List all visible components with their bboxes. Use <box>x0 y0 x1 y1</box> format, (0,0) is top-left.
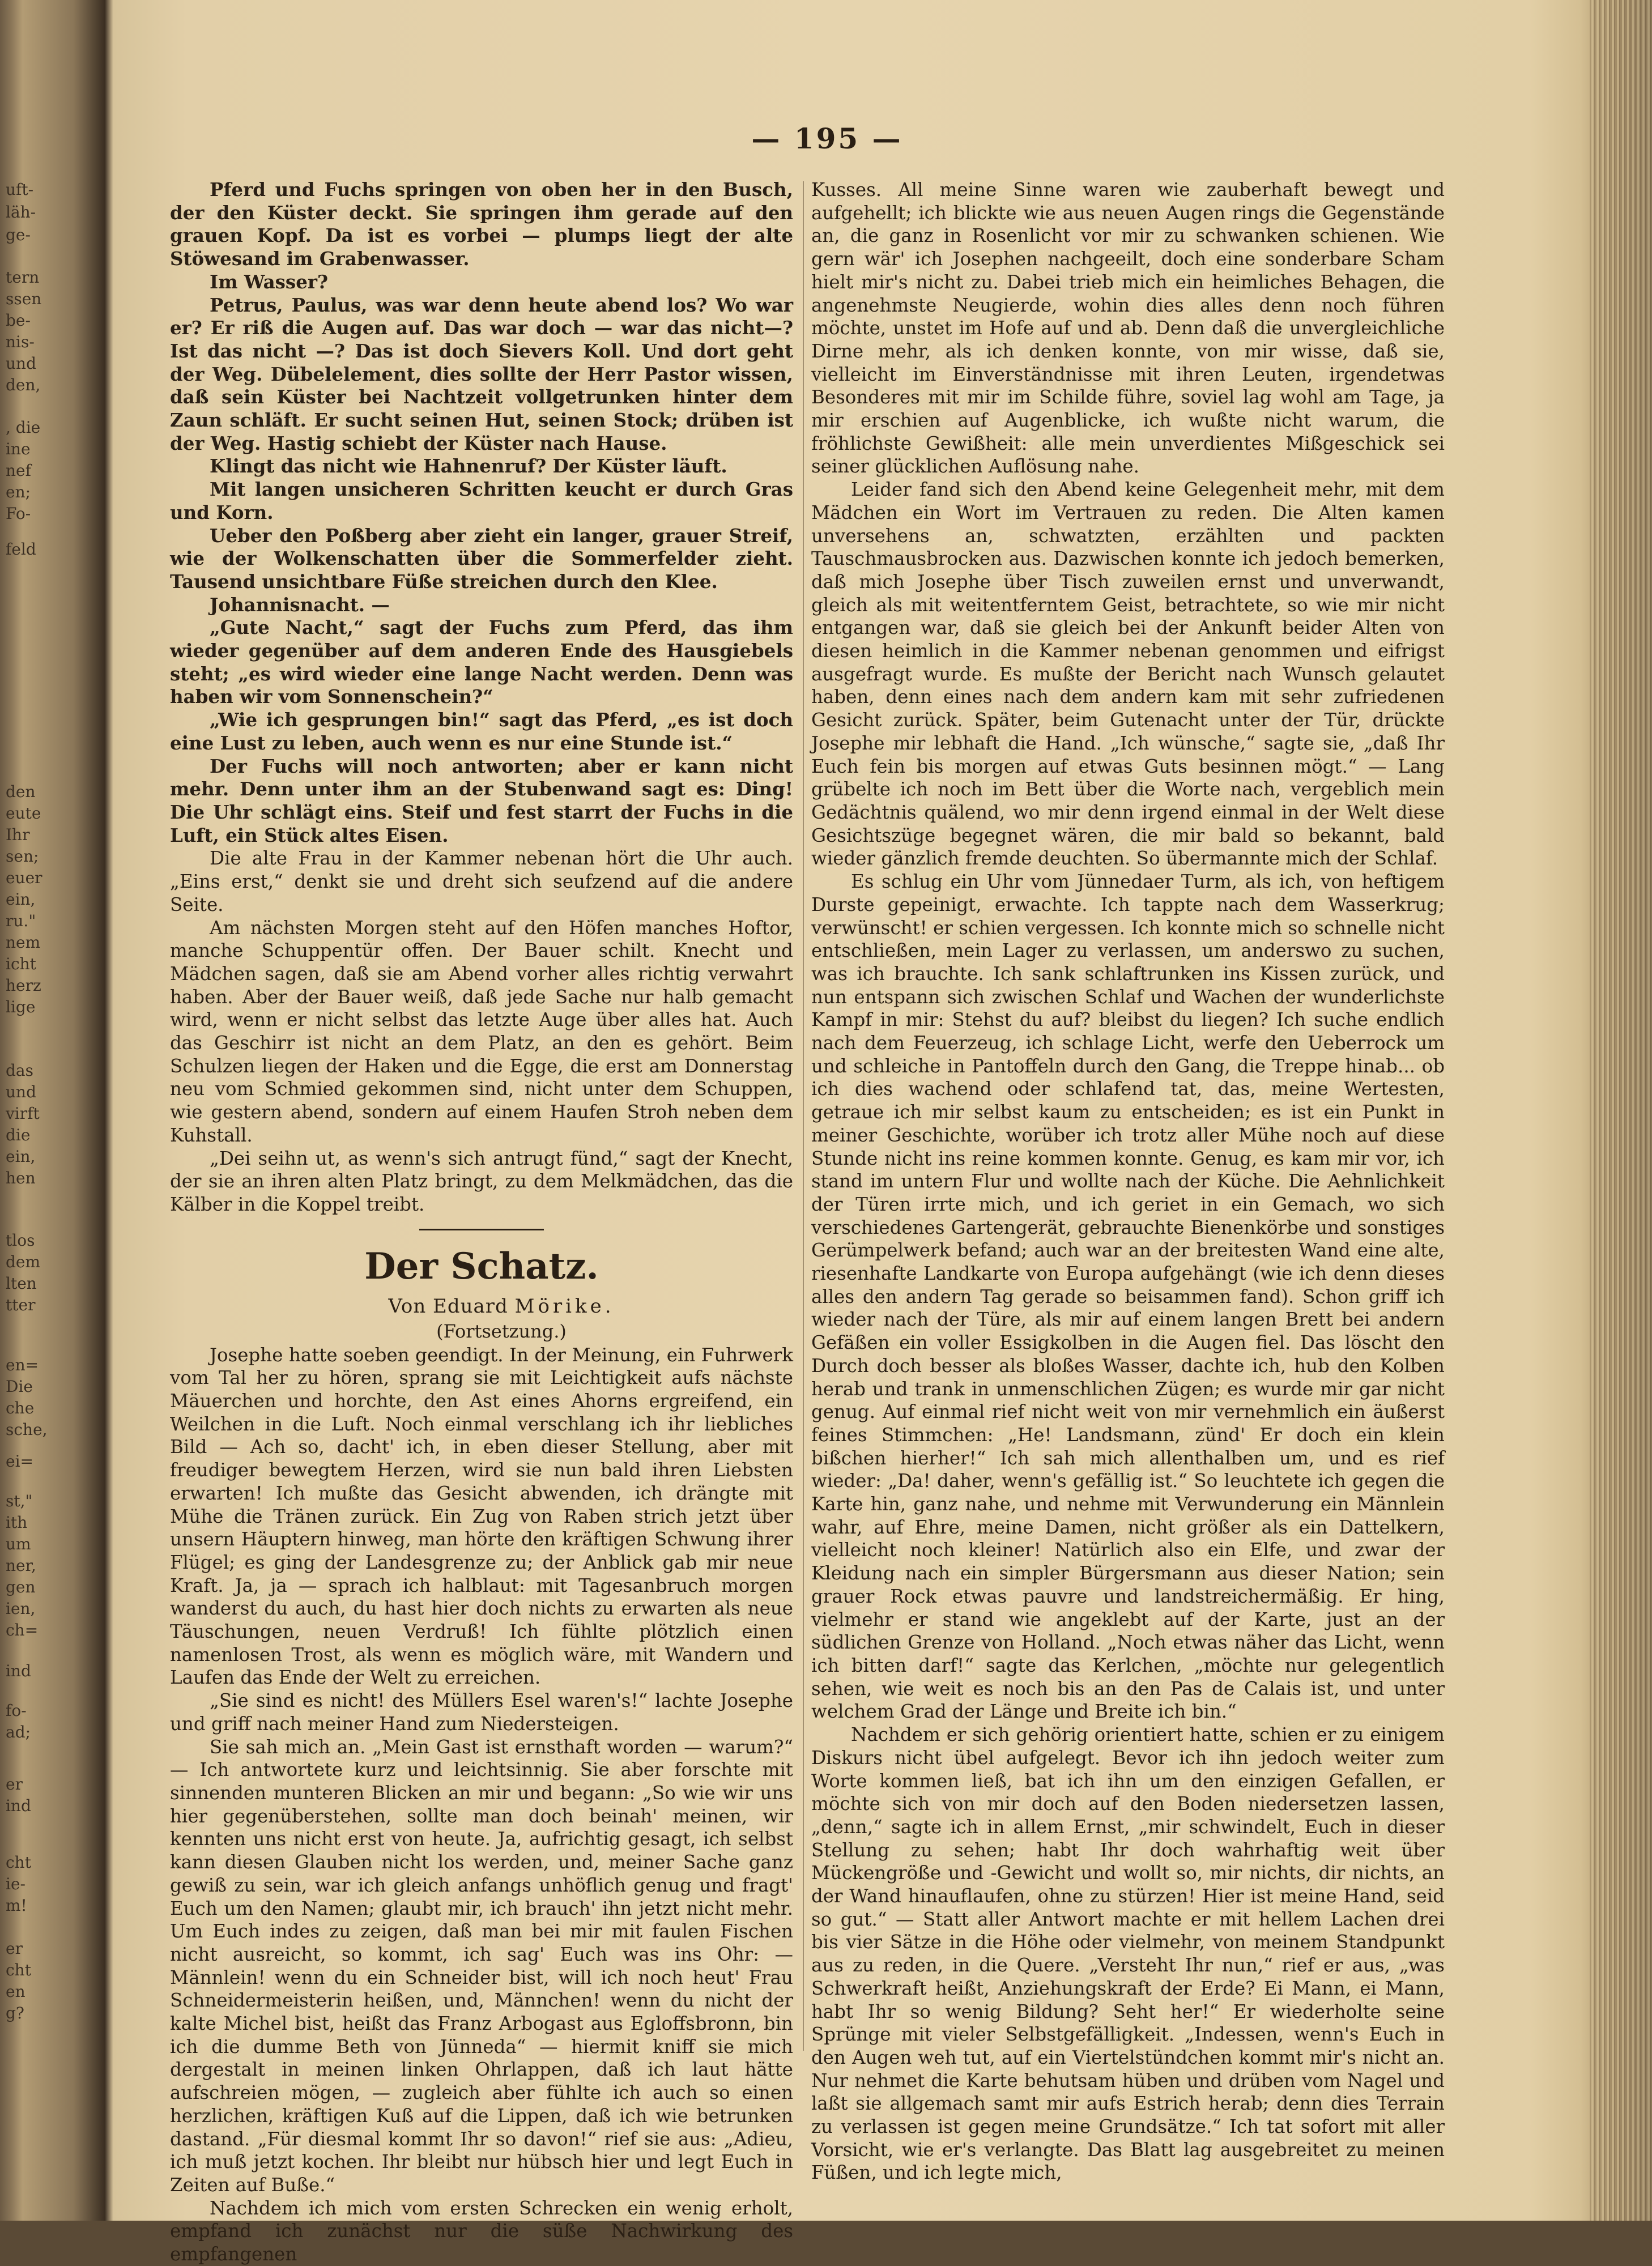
previous-page-fragment: ind <box>6 1796 31 1815</box>
previous-page-fragment: und <box>6 1083 36 1101</box>
previous-page-fragment: ssen <box>6 289 42 308</box>
previous-page-fragment: lige <box>6 998 36 1016</box>
page-edge-stack <box>1590 0 1652 2221</box>
previous-page-fragment: herz <box>6 976 41 995</box>
paragraph: Johannisnacht. — <box>210 593 390 616</box>
previous-page-fragment: ru." <box>6 911 36 930</box>
previous-page-fragment: icht <box>6 955 36 973</box>
previous-page-fragment: ad; <box>6 1723 31 1741</box>
paragraph: „Dei seihn ut, as wenn's sich antrugt fünd,“ sagt der Knecht, der sie an ihren alten Platz bringt, zu dem Melkmädchen, das die Kälber in die Koppel treibt. <box>170 1147 793 1215</box>
previous-page-fragment: nem <box>6 933 41 952</box>
byline-prefix: Von Eduard <box>388 1294 508 1318</box>
previous-page-fragment: den, <box>6 376 41 394</box>
previous-page-fragment: hen <box>6 1169 36 1187</box>
previous-page-fragment: cht <box>6 1961 31 1979</box>
previous-page-fragment: en <box>6 1982 25 2001</box>
page-number: — 195 — <box>751 122 903 155</box>
previous-page-fragment: euer <box>6 868 42 887</box>
previous-page-fragment: er <box>6 1775 23 1794</box>
paragraph: Nachdem er sich gehörig orientiert hatte, schien er zu einigem Diskurs nicht übel aufgelegt. Bevor ich ihn jedoch weiter zum Worte kommen ließ, bat ich ihn um den einzigen Gefallen, er möchte sich von mir doch auf den Boden niedersetzen lassen, „denn,“ sagte ich in allem Ernst, „mir schwindelt, Euch in dieser Stellung zu sehen; habt Ihr doch wahrhaftig weit über Mückengröße und -Gewicht und wollt so, mir nichts, dir nichts, an der Wand hinauflaufen, ohne zu stürzen! Hier ist meine Hand, seid so gut.“ — Statt aller Antwort machte er mit hellem Lachen drei bis vier Sätze in die Höhe oder vielmehr, von meinem Standpunkt aus zu reden, in die Quere. „Versteht Ihr nun,“ rief er aus, „was Schwerkraft heißt, Anziehungskraft der Erde? Ei Mann, ei Mann, habt Ihr so wenig Bildung? Seht her!“ Er wiederholte seine Sprünge mit vieler Selbstgefälligkeit. „Indessen, wenn's Euch in den Augen weh tut, auf ein Viertelstündchen kommt mir's nicht an. Nur nehmet die Karte behutsam hüben und drüben vom Nagel und laßt sie allgemach samt mir aufs Estrich herab; denn dies Terrain zu verlassen ist gegen meine Grundsätze.“ Ich tat sofort mit aller Vorsicht, wie er's verlangte. Das Blatt lag ausgebreitet zu meinen Füßen, und ich legte mich, <box>811 1724 1445 2184</box>
previous-page-fragment: tern <box>6 268 40 287</box>
previous-page-fragment: er <box>6 1939 23 1958</box>
paragraph: Ueber den Poßberg aber zieht ein langer, grauer Streif, wie der Wolkenschatten über die Sommerfelder zieht. Tausend unsichtbare Füße streichen durch den Klee. <box>170 524 793 593</box>
previous-page-fragment: en= <box>6 1356 39 1374</box>
story-continuation <box>170 1344 793 2266</box>
left-column <box>170 178 793 2266</box>
previous-page-fragment: das <box>6 1061 33 1080</box>
previous-page-fragment: fo- <box>6 1701 27 1720</box>
previous-page-fragment: und <box>6 354 36 373</box>
right-column <box>811 178 1445 2184</box>
previous-page-fragment: sen; <box>6 847 39 866</box>
previous-page-fragment: ien, <box>6 1599 36 1618</box>
previous-page-fragment: sche, <box>6 1420 48 1439</box>
paragraph: Josephe hatte soeben geendigt. In der Meinung, ein Fuhrwerk vom Tal her zu hören, sprang sie mit Leichtigkeit aufs nächste Mäuerchen und horchte, den Ast eines Ahorns ergreifend, ein Weilchen in die Luft. Noch einmal verschlang ich ihr liebliches Bild — Ach so, dacht' ich, in eben dieser Stellung, aber mit freudiger bewegtem Herzen, wird sie nun bald ihren Liebsten erwarten! Ich mußte das Gesicht abwenden, ich drängte mit Mühe die Tränen zurück. Ein Zug von Raben strich jetzt über unsern Häuptern hinweg, man hörte den kräftigen Schwung ihrer Flügel; es ging der Landesgrenze zu; der Anblick gab mir neue Kraft. Ja, ja — sprach ich halblaut: mit Tagesanbruch morgen wanderst du auch, du hast hier doch nichts zu erwarten als neue Täuschungen, neuen Verdruß! Ich fühlte plötzlich einen namenlosen Trost, als wenn es möglich wäre, mit Wandern und Laufen das Ende der Welt zu erreichen. <box>170 1344 793 1689</box>
previous-page-fragment: ein, <box>6 1147 36 1166</box>
previous-page-fragment: ind <box>6 1662 31 1680</box>
previous-page-fragment: den <box>6 782 36 801</box>
previous-page-fragment: um <box>6 1535 31 1553</box>
previous-page-fragment: st," <box>6 1492 33 1510</box>
previous-page-fragment: gen <box>6 1578 36 1596</box>
previous-page-fragment: Fo- <box>6 504 31 523</box>
paragraph: „Sie sind es nicht! des Müllers Esel waren's!“ lachte Josephe und griff nach meiner Hand zum Niedersteigen. <box>170 1690 793 1735</box>
previous-page-fragment: ith <box>6 1513 28 1532</box>
paragraph: Der Fuchs will noch antworten; aber er kann nicht mehr. Denn unter ihm an der Stubenwand sagt es: Ding! Die Uhr schlägt eins. Steif und fest starrt der Fuchs in die Luft, ein Stück altes Eisen. <box>170 755 793 846</box>
previous-page-fragment: die <box>6 1126 31 1144</box>
paragraph: Mit langen unsicheren Schritten keucht er durch Gras und Korn. <box>170 478 793 523</box>
author-name: Mörike. <box>514 1294 615 1318</box>
paragraph: Kusses. All meine Sinne waren wie zauberhaft bewegt und aufgehellt; ich blickte wie aus neuen Augen rings die Gegenstände an, die ganz in Rosenlicht vor mir zu schwanken schienen. Wie gern wär' ich Josephen nachgeeilt, doch eine sonderbare Scham hielt mir's nicht zu. Dabei trieb mich ein heimliches Behagen, die angenehmste Neugierde, wohin dies alles denn noch führen möchte, unstet im Hofe auf und ab. Denn daß die unvergleichliche Dirne mehr, als ich denken konnte, von mir wisse, daß sie, vielleicht im Einverständnisse mit ihren Leuten, irgendetwas Besonderes mit mir im Schilde führe, soviel lag wohl am Tage, ja mir erschien auf Augenblicke, ich wußte nicht warum, die fröhlichste Gewißheit: alle mein unverdientes Mißgeschick sei seiner glücklichen Auflösung nahe. <box>811 179 1445 478</box>
previous-page-fragment: ie- <box>6 1875 25 1893</box>
column-divider <box>803 181 804 2051</box>
previous-page-fragment: feld <box>6 540 36 559</box>
previous-page-fragment: virft <box>6 1104 40 1123</box>
previous-page-fragment: ine <box>6 440 31 458</box>
previous-page-margin <box>0 0 105 2221</box>
previous-page-fragment: ein, <box>6 890 36 909</box>
previous-page-fragment: Die <box>6 1377 33 1396</box>
previous-page-fragment: nef <box>6 461 31 480</box>
previous-page-fragment: ch= <box>6 1621 39 1639</box>
paragraph: Es schlug ein Uhr vom Jünnedaer Turm, als ich, von heftigem Durste gepeinigt, erwachte. Ich tappte nach dem Wasserkrug; verwünscht! er schien vergessen. Ich konnte mich so schnelle nicht entschließen, mein Lager zu verlassen, um anderswo zu suchen, was ich brauchte. Ich sank schlaftrunken ins Kissen zurück, und nun entspann sich zwischen Schlaf und Wachen der wunderlichste Kampf in mir: Stehst du auf? bleibst du liegen? Ich suche endlich nach dem Feuerzeug, ich schlage Licht, werfe den Ueberrock um und schleiche in Pantoffeln durch den Gang, die Treppe hinab... ob ich dies wachend oder schlafend tat, das, meine Wertesten, getraue ich mir selbst kaum zu entscheiden; es ist ein Punkt in meiner Geschichte, worüber ich trotz aller Mühe noch auf diese Stunde nicht ins reine kommen konnte. Genug, es kam mir vor, ich stand im untern Flur und wollte nach der Küche. Die Aehnlichkeit der Türen irrte mich, und ich geriet in ein Gemach, wo sich verschiedenes Gartengerät, gebrauchte Bienenkörbe und sonstiges Gerümpelwerk befand; auch war an der breitesten Wand eine alte, riesenhafte Landkarte von Europa aufgehängt (wie ich denn dieses alles den andern Tag gerade so beisammen fand). Schon griff ich wieder nach der Türe, als mir auf einem langen Brett bei andern Gefäßen ein voller Essigkolben in die Augen fiel. Das löscht den Durch doch besser als bloßes Wasser, dachte ich, hub den Kolben herab und trank in unmenschlichen Zügen; es wurde mir gar nicht genug. Auf einmal rief nicht weit von mir vernehmlich ein äußerst feines Stimmchen: „He! Landsmann, zünd' Er doch ein klein bißchen hierher!“ Ich sah mich allenthalben um, und es rief wieder: „Da! daher, wenn's gefällig ist.“ So leuchtete ich gegen die Karte hin, ganz nahe, und nehme mit Verwunderung ein Männlein wahr, auf Ehre, meine Damen, nicht größer als ein Dattelkern, vielleicht noch kleiner! Natürlich also ein Elfe, und zwar der Kleidung nach ein simpler Bürgersmann aus dieser Nation; sein grauer Rock etwas pauvre und landstreichermäßig. Er hing, vielmehr er stand wie angeklebt auf der Karte, just an der südlichen Grenze von Holland. „Noch etwas näher das Licht, wenn ich bitten darf!“ sagte das Kerlchen, „möchte nur gelegentlich sehen, wie weit es noch bis an den Pas de Calais ist, und unter welchem Grad der Länge und Breite ich bin.“ <box>811 871 1445 1723</box>
section-divider <box>419 1229 544 1230</box>
previous-page-fragment: nis- <box>6 333 35 351</box>
article-title: Der Schatz. <box>364 1245 599 1288</box>
previous-page-fragment: ge- <box>6 225 31 244</box>
previous-page-fragment: ei= <box>6 1452 33 1471</box>
paragraph: Klingt das nicht wie Hahnenruf? Der Küster läuft. <box>210 455 727 478</box>
previous-page-fragment: cht <box>6 1853 31 1872</box>
previous-page-fragment: läh- <box>6 203 36 222</box>
previous-page-fragment: eute <box>6 804 41 823</box>
paragraph: Sie sah mich an. „Mein Gast ist ernsthaft worden — warum?“ — Ich antwortete kurz und leichtsinnig. Sie aber forschte mit sinnenden munteren Blicken an mir und begann: „So wie wir uns hier gegenüberstehen, sollte man doch beinah' meinen, wir kennten uns nicht erst von heute. Ja, aufrichtig gesagt, ich selbst kann diesen Glauben nicht los werden, und, meiner Sache ganz gewiß zu sein, war ich gleich anfangs unhöflich genug und fragt' Euch um den Namen; glaubt mir, ich brauch' ihn jetzt nicht mehr. Um Euch indes zu zeigen, daß man bei mir mit faulen Fischen nicht ausreicht, so kommt, ich sag' Euch was ins Ohr: — Männlein! wenn du ein Schneider bist, will ich noch heut' Frau Schneidermeisterin heißen, und, Männchen! wenn du nicht der kalte Michel bist, heißt das Franz Arbogast aus Egloffsbronn, bin ich die dumme Beth von Jünneda“ — hiermit kniff sie mich dergestalt in meinen linken Ohrlappen, daß ich laut hätte aufschreien mögen, — zugleich aber fühlte ich auch so einen herzlichen, kräftigen Kuß auf die Lippen, daß ich wie betrunken dastand. „Für diesmal kommt Ihr so davon!“ rief sie aus: „Adieu, ich muß jetzt kochen. Ihr bleibt nur hübsch hier und legt Euch in Zeiten auf Buße.“ <box>170 1736 793 2196</box>
previous-page-fragment: uft- <box>6 180 34 199</box>
paragraph: Petrus, Paulus, was war denn heute abend los? Wo war er? Er riß die Augen auf. Das war doch — war das nicht—? Ist das nicht —? Das ist doch Sievers Koll. Und dort geht der Weg. Dübelelement, dies sollte der Herr Pastor wissen, daß sein Küster bei Nachtzeit vollgetrunken hinter dem Zaun schläft. Er sucht seinen Hut, seinen Stock; drüben ist der Weg. Hastig schiebt der Küster nach Hause. <box>170 293 793 454</box>
paragraph: Im Wasser? <box>210 270 329 293</box>
previous-page-fragment: dem <box>6 1253 41 1271</box>
previous-page-fragment: tter <box>6 1296 36 1314</box>
paragraph: Die alte Frau in der Kammer nebenan hört die Uhr auch. „Eins erst,“ denkt sie und dreht sich seufzend auf die andere Seite. <box>170 847 793 915</box>
previous-page-fragment: ner, <box>6 1556 36 1575</box>
paragraph: Pferd und Fuchs springen von oben her in den Busch, der den Küster deckt. Sie springen ihm gerade auf den grauen Kopf. Da ist es vorbei — plumps liegt der alte Stöwesand im Grabenwasser. <box>170 178 793 270</box>
previous-page-fragment: , die <box>6 418 41 437</box>
previous-page-fragment: tlos <box>6 1231 35 1250</box>
story-ending <box>170 178 793 1216</box>
previous-page-fragment: g? <box>6 2004 24 2022</box>
previous-page-fragment: che <box>6 1399 35 1417</box>
continuation-note: (Fortsetzung.) <box>436 1320 567 1342</box>
previous-page-fragment: Ihr <box>6 825 30 844</box>
paragraph: Leider fand sich den Abend keine Gelegenheit mehr, mit dem Mädchen ein Wort im Vertrauen zu reden. Die Alten kamen unversehens an, schwatzten, erzählten und packten Tauschmausbrocken aus. Dazwischen konnte ich jedoch bemerken, daß mich Josephe über Tisch zuweilen ernst und unverwandt, gleich als mit weitentferntem Geist, betrachtete, so wie mir nicht entgangen war, daß sie gleich bei der Ankunft beider Alten von diesen heimlich in die Kammer nebenan genommen und eifrigst ausgefragt wurde. Es mußte der Bericht nach Wunsch gelautet haben, denn eines nach dem andern kam mit sehr zufriedenen Gesicht zurück. Später, beim Gutenacht unter der Tür, drückte Josephe mir lebhaft die Hand. „Ich wünsche,“ sagte sie, „daß Ihr Euch fein bis morgen auf etwas Guts besinnen mögt.“ — Lang grübelte ich noch im Bett über die Worte nach, vergeblich mein Gedächtnis quälend, wo mir denn irgend einmal in der Welt diese Gesichtszüge begegnet wären, die mir bald so bekannt, bald wieder gänzlich fremde deuchten. So übermannte mich der Schlaf. <box>811 479 1445 870</box>
previous-page-fragment: m! <box>6 1896 27 1915</box>
byline <box>170 1294 793 1319</box>
previous-page-fragment: be- <box>6 311 31 330</box>
paragraph: Am nächsten Morgen steht auf den Höfen manches Hoftor, manche Schuppentür offen. Der Bauer schilt. Knecht und Mädchen sagen, daß sie am Abend vorher alles richtig verwahrt haben. Aber der Bauer weiß, daß jede Sache nur halb gemacht wird, wenn er nicht selbst das letzte Auge über alles hat. Auch das Geschirr ist nicht an dem Platz, an den es gehört. Beim Schulzen liegen der Haken und die Egge, die erst am Donnerstag neu vom Schmied gekommen sind, nicht unter dem Schuppen, wie gestern abend, sondern auf einem Haufen Stroh neben dem Kuhstall. <box>170 917 793 1146</box>
paragraph: „Wie ich gesprungen bin!“ sagt das Pferd, „es ist doch eine Lust zu leben, auch wenn es nur eine Stunde ist.“ <box>170 709 793 754</box>
previous-page-fragment: lten <box>6 1274 37 1293</box>
paragraph: „Gute Nacht,“ sagt der Fuchs zum Pferd, das ihm wieder gegenüber auf dem anderen Ende des Hausgiebels steht; „es wird wieder eine lange Nacht werden. Denn was haben wir vom Sonnenschein?“ <box>170 616 793 708</box>
paragraph: Nachdem ich mich vom ersten Schrecken ein wenig erholt, empfand ich zunächst nur die süße Nachwirkung des empfangenen <box>170 2197 793 2265</box>
previous-page-fragment: en; <box>6 483 31 501</box>
